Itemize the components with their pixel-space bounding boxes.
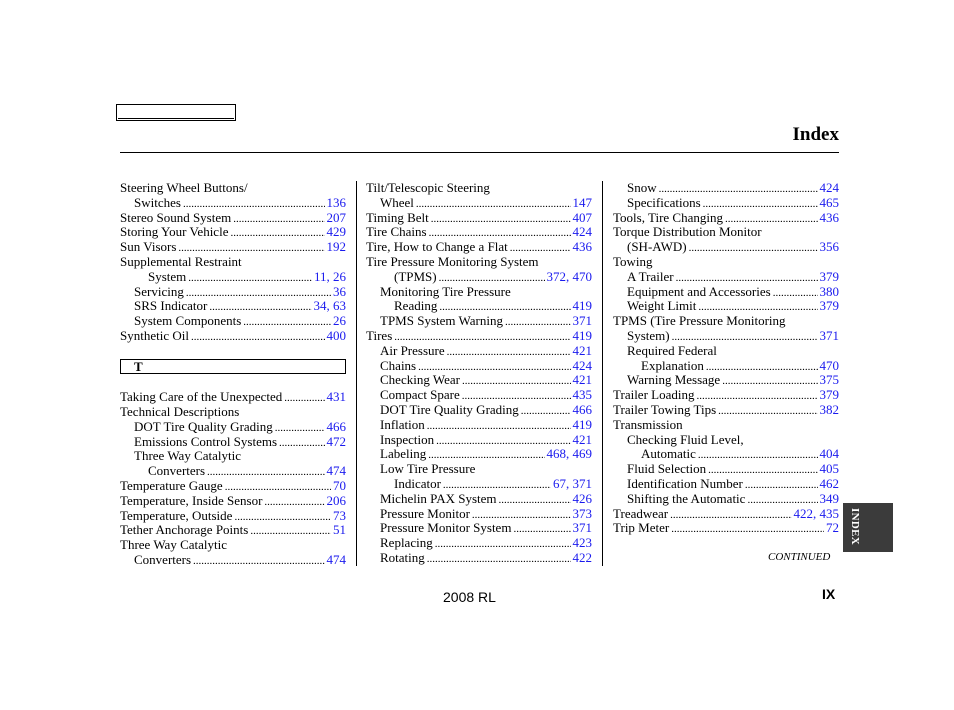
- dot-leader: [427, 418, 571, 434]
- page-link[interactable]: 424: [572, 224, 592, 240]
- entry-text: Torque Distribution Monitor: [613, 224, 762, 240]
- page-link[interactable]: 404: [819, 446, 839, 462]
- entry-text: Timing Belt: [366, 209, 429, 225]
- dot-leader: [191, 329, 325, 345]
- index-entry: [613, 270, 839, 285]
- entry-text: Stereo Sound System: [120, 209, 232, 225]
- index-entry: [613, 418, 839, 433]
- entry-text: Inspection: [380, 431, 435, 447]
- page-number: IX: [822, 586, 836, 602]
- index-entry: [613, 255, 839, 270]
- index-entry: [366, 418, 592, 433]
- index-entry: [366, 492, 592, 507]
- index-entry: [366, 181, 592, 196]
- page-link[interactable]: 419: [572, 416, 592, 432]
- entry-text: Michelin PAX System: [380, 490, 497, 506]
- page-link[interactable]: 466: [326, 418, 346, 434]
- index-entry: [120, 509, 346, 524]
- index-entry: [366, 285, 592, 300]
- page-link[interactable]: 379: [819, 298, 839, 314]
- index-entry: [613, 359, 839, 374]
- page-link[interactable]: 400: [326, 327, 346, 343]
- page-link[interactable]: 373: [572, 505, 592, 521]
- index-side-tab[interactable]: [843, 503, 893, 552]
- entry-text: DOT Tire Quality Grading: [134, 418, 273, 434]
- entry-text: Specifications: [627, 194, 701, 210]
- index-entry: [613, 299, 839, 314]
- index-entry: [613, 507, 839, 522]
- index-entry: [613, 314, 839, 329]
- entry-text: Three Way Catalytic: [134, 448, 242, 464]
- index-column-1: [120, 181, 346, 568]
- index-entry: [366, 388, 592, 403]
- entry-text: (TPMS): [394, 268, 437, 284]
- spacer: [120, 375, 346, 390]
- index-entry: [366, 314, 592, 329]
- continued-note: CONTINUED: [768, 551, 831, 563]
- entry-text: Weight Limit: [627, 298, 697, 314]
- index-entry: [120, 405, 346, 420]
- index-entry: [366, 551, 592, 566]
- index-entry: [366, 240, 592, 255]
- entry-text: Tools, Tire Changing: [613, 209, 723, 225]
- entry-text: Temperature, Inside Sensor: [120, 492, 263, 508]
- entry-text: Trailer Loading: [613, 387, 695, 403]
- index-entry: [366, 329, 592, 344]
- page-link[interactable]: 419: [572, 327, 592, 343]
- entry-text: Taking Care of the Unexpected: [120, 389, 283, 405]
- page-link[interactable]: 424: [819, 180, 839, 195]
- page-link[interactable]: 36: [333, 283, 346, 299]
- header-box: [116, 104, 236, 121]
- page-link[interactable]: 371: [572, 520, 592, 536]
- dot-leader: [698, 447, 818, 463]
- dot-leader: [275, 420, 325, 436]
- entry-text: System): [627, 327, 670, 343]
- dot-leader: [462, 373, 571, 389]
- index-entry: [366, 433, 592, 448]
- index-entry: [120, 449, 346, 464]
- entry-text: Tether Anchorage Points: [120, 522, 249, 538]
- dot-leader: [773, 285, 818, 301]
- index-entry: [366, 507, 592, 522]
- entry-text: System: [148, 268, 187, 284]
- dot-leader: [745, 477, 818, 493]
- index-entry: [120, 299, 346, 314]
- index-entry: [120, 270, 346, 285]
- entry-text: SRS Indicator: [134, 298, 208, 314]
- dot-leader: [499, 492, 571, 508]
- index-entry: [613, 285, 839, 300]
- index-entry: [366, 373, 592, 388]
- dot-leader: [233, 211, 324, 227]
- page-link[interactable]: 147: [572, 194, 592, 210]
- entry-text: Technical Descriptions: [120, 403, 240, 419]
- entry-text: TPMS System Warning: [380, 313, 503, 329]
- dot-leader: [671, 521, 824, 537]
- dot-leader: [186, 285, 331, 301]
- entry-text: Required Federal: [627, 342, 717, 358]
- entry-text: Snow: [627, 180, 657, 195]
- index-entry: [366, 521, 592, 536]
- index-entry: [120, 211, 346, 226]
- dot-leader: [279, 435, 324, 451]
- dot-leader: [230, 225, 324, 241]
- entry-text: Indicator: [394, 475, 441, 491]
- index-entry: [120, 196, 346, 211]
- page-link[interactable]: 424: [572, 357, 592, 373]
- column-divider: [356, 181, 357, 566]
- index-entry: [120, 255, 346, 270]
- entry-text: Converters: [134, 551, 192, 567]
- index-entry: [120, 314, 346, 329]
- entry-text: Wheel: [380, 194, 414, 210]
- page-link[interactable]: 67, 371: [553, 475, 592, 491]
- entry-text: TPMS (Tire Pressure Monitoring: [613, 313, 786, 329]
- index-entry: [366, 196, 592, 211]
- page-link[interactable]: 468, 469: [546, 446, 592, 462]
- page-link[interactable]: 206: [326, 492, 346, 508]
- index-entry: [120, 240, 346, 255]
- page-link[interactable]: 192: [326, 239, 346, 255]
- index-entry: [613, 196, 839, 211]
- dot-leader: [188, 270, 312, 286]
- entry-text: Transmission: [613, 416, 683, 432]
- index-entry: [120, 390, 346, 405]
- dot-leader: [505, 314, 571, 330]
- index-entry: [613, 447, 839, 462]
- index-entry: [366, 403, 592, 418]
- index-entry: [120, 435, 346, 450]
- dot-leader: [243, 314, 331, 330]
- entry-text: Low Tire Pressure: [380, 461, 476, 477]
- index-entry: [613, 181, 839, 196]
- index-entry: [366, 536, 592, 551]
- index-entry: [613, 403, 839, 418]
- page-link[interactable]: 474: [326, 463, 346, 479]
- dot-leader: [193, 553, 324, 569]
- page-link[interactable]: 422: [572, 549, 592, 565]
- entry-text: Emissions Control Systems: [134, 433, 278, 449]
- dot-leader: [250, 523, 331, 539]
- entry-text: Servicing: [134, 283, 184, 299]
- page-link[interactable]: 422, 435: [793, 505, 839, 521]
- page-link[interactable]: 472: [326, 433, 346, 449]
- dot-leader: [722, 373, 817, 389]
- index-entry: [613, 211, 839, 226]
- index-column-3: [613, 181, 839, 536]
- entry-text: Temperature Gauge: [120, 477, 223, 493]
- page-link[interactable]: 474: [326, 551, 346, 567]
- index-entry: [120, 420, 346, 435]
- entry-text: Automatic: [641, 446, 696, 462]
- page-link[interactable]: 379: [819, 387, 839, 403]
- entry-text: Sun Visors: [120, 239, 177, 255]
- index-entry: [120, 494, 346, 509]
- entry-text: Fluid Selection: [627, 461, 707, 477]
- index-entry: [366, 359, 592, 374]
- dot-leader: [284, 390, 324, 406]
- index-entry: [613, 373, 839, 388]
- page-link[interactable]: 421: [572, 342, 592, 358]
- entry-text: Monitoring Tire Pressure: [380, 283, 511, 299]
- page-link[interactable]: 435: [572, 387, 592, 403]
- dot-leader: [416, 196, 571, 212]
- side-tab-label: INDEX: [849, 508, 861, 545]
- index-column-2: [366, 181, 592, 566]
- page-link[interactable]: 429: [326, 224, 346, 240]
- page-link[interactable]: 436: [819, 209, 839, 225]
- entry-text: Tires: [366, 327, 393, 343]
- page-link[interactable]: 421: [572, 431, 592, 447]
- page-link[interactable]: 382: [819, 401, 839, 417]
- title-rule: [120, 152, 839, 153]
- page-link[interactable]: 11, 26: [313, 268, 346, 284]
- page-link[interactable]: 470: [819, 357, 839, 373]
- entry-text: Explanation: [641, 357, 704, 373]
- entry-text: Storing Your Vehicle: [120, 224, 229, 240]
- index-entry: [120, 285, 346, 300]
- entry-text: Inflation: [380, 416, 425, 432]
- page-link[interactable]: 466: [572, 401, 592, 417]
- entry-text: Supplemental Restraint: [120, 253, 242, 269]
- entry-text: Pressure Monitor: [380, 505, 470, 521]
- index-entry: [613, 344, 839, 359]
- entry-text: Pressure Monitor System: [380, 520, 512, 536]
- index-entry: [613, 225, 839, 240]
- index-entry: [120, 553, 346, 568]
- page-link[interactable]: 372, 470: [546, 268, 592, 284]
- index-entry: [120, 225, 346, 240]
- page-link[interactable]: 34, 63: [313, 298, 346, 314]
- entry-text: Labeling: [380, 446, 427, 462]
- index-entry: [366, 225, 592, 240]
- page-link[interactable]: 419: [572, 298, 592, 314]
- page-link[interactable]: 51: [333, 522, 346, 538]
- index-entry: [366, 447, 592, 462]
- entry-text: Tire Chains: [366, 224, 427, 240]
- entry-text: Switches: [134, 194, 181, 210]
- entry-text: Equipment and Accessories: [627, 283, 771, 299]
- dot-leader: [521, 403, 571, 419]
- entry-text: Air Pressure: [380, 342, 445, 358]
- entry-text: Converters: [148, 463, 206, 479]
- dot-leader: [718, 403, 817, 419]
- page-link[interactable]: 70: [333, 477, 346, 493]
- index-entry: [613, 433, 839, 448]
- index-entry: [366, 299, 592, 314]
- index-entry: [366, 477, 592, 492]
- index-entry: [366, 270, 592, 285]
- entry-text: Steering Wheel Buttons/: [120, 180, 248, 195]
- page-link[interactable]: 462: [819, 475, 839, 491]
- page-link[interactable]: 371: [819, 327, 839, 343]
- page-link[interactable]: 465: [819, 194, 839, 210]
- page-link[interactable]: 436: [572, 239, 592, 255]
- index-entry: [366, 211, 592, 226]
- index-entry: [120, 538, 346, 553]
- page-link[interactable]: 380: [819, 283, 839, 299]
- index-entry: [120, 329, 346, 344]
- page-title: Index: [792, 124, 839, 145]
- index-entry: [120, 523, 346, 538]
- index-entry: [120, 181, 346, 196]
- entry-text: Synthetic Oil: [120, 327, 189, 343]
- index-entry: [613, 477, 839, 492]
- page-link[interactable]: 405: [819, 461, 839, 477]
- page-link[interactable]: 349: [819, 490, 839, 506]
- dot-leader: [264, 494, 324, 510]
- index-entry: [613, 388, 839, 403]
- entry-text: Towing: [613, 253, 653, 269]
- page-link[interactable]: 356: [819, 239, 839, 255]
- entry-text: Three Way Catalytic: [120, 537, 228, 553]
- entry-text: Warning Message: [627, 372, 721, 388]
- column-divider: [602, 181, 603, 566]
- dot-leader: [234, 509, 331, 525]
- entry-text: Shifting the Automatic: [627, 490, 746, 506]
- entry-text: (SH-AWD): [627, 239, 687, 255]
- page-link[interactable]: 421: [572, 372, 592, 388]
- page-link[interactable]: 136: [326, 194, 346, 210]
- entry-text: Replacing: [380, 535, 433, 551]
- page-link[interactable]: 72: [826, 520, 839, 536]
- page-link[interactable]: 423: [572, 535, 592, 551]
- dot-leader: [207, 464, 324, 480]
- index-entry: [366, 255, 592, 270]
- entry-text: Checking Wear: [380, 372, 460, 388]
- page-link[interactable]: 407: [572, 209, 592, 225]
- entry-text: Reading: [394, 298, 438, 314]
- index-entry: [366, 344, 592, 359]
- index-entry: [613, 492, 839, 507]
- entry-text: Tire Pressure Monitoring System: [366, 253, 539, 269]
- dot-leader: [435, 536, 571, 552]
- entry-text: Checking Fluid Level,: [627, 431, 744, 447]
- entry-text: Rotating: [380, 549, 425, 565]
- dot-leader: [689, 240, 818, 256]
- entry-text: Treadwear: [613, 505, 669, 521]
- entry-text: Compact Spare: [380, 387, 460, 403]
- page-link[interactable]: 426: [572, 490, 592, 506]
- page-link[interactable]: 207: [326, 209, 346, 225]
- page-link[interactable]: 73: [333, 507, 346, 523]
- dot-leader: [513, 521, 570, 537]
- entry-text: A Trailer: [627, 268, 674, 284]
- index-entry: [613, 240, 839, 255]
- index-entry: [120, 464, 346, 479]
- dot-leader: [670, 507, 791, 523]
- index-entry: [613, 521, 839, 536]
- spacer: [120, 344, 346, 359]
- entry-text: Trailer Towing Tips: [613, 401, 717, 417]
- index-entry: [366, 462, 592, 477]
- dot-leader: [706, 359, 818, 375]
- entry-text: Trip Meter: [613, 520, 670, 536]
- index-entry: [613, 329, 839, 344]
- page-link[interactable]: 431: [326, 389, 346, 405]
- dot-leader: [427, 551, 571, 567]
- entry-text: Tilt/Telescopic Steering: [366, 180, 490, 195]
- index-entry: [120, 479, 346, 494]
- entry-text: Temperature, Outside: [120, 507, 233, 523]
- dot-leader: [447, 344, 571, 360]
- entry-text: Chains: [380, 357, 417, 373]
- page-link[interactable]: 26: [333, 313, 346, 329]
- dot-leader: [431, 211, 571, 227]
- section-letter: T: [120, 359, 346, 374]
- entry-text: System Components: [134, 313, 242, 329]
- index-entry: [613, 462, 839, 477]
- page-link[interactable]: 379: [819, 268, 839, 284]
- entry-text: Tire, How to Change a Flat: [366, 239, 508, 255]
- page-link[interactable]: 375: [819, 372, 839, 388]
- entry-text: Identification Number: [627, 475, 743, 491]
- page-link[interactable]: 371: [572, 313, 592, 329]
- footer-model: 2008 RL: [443, 589, 496, 605]
- entry-text: DOT Tire Quality Grading: [380, 401, 519, 417]
